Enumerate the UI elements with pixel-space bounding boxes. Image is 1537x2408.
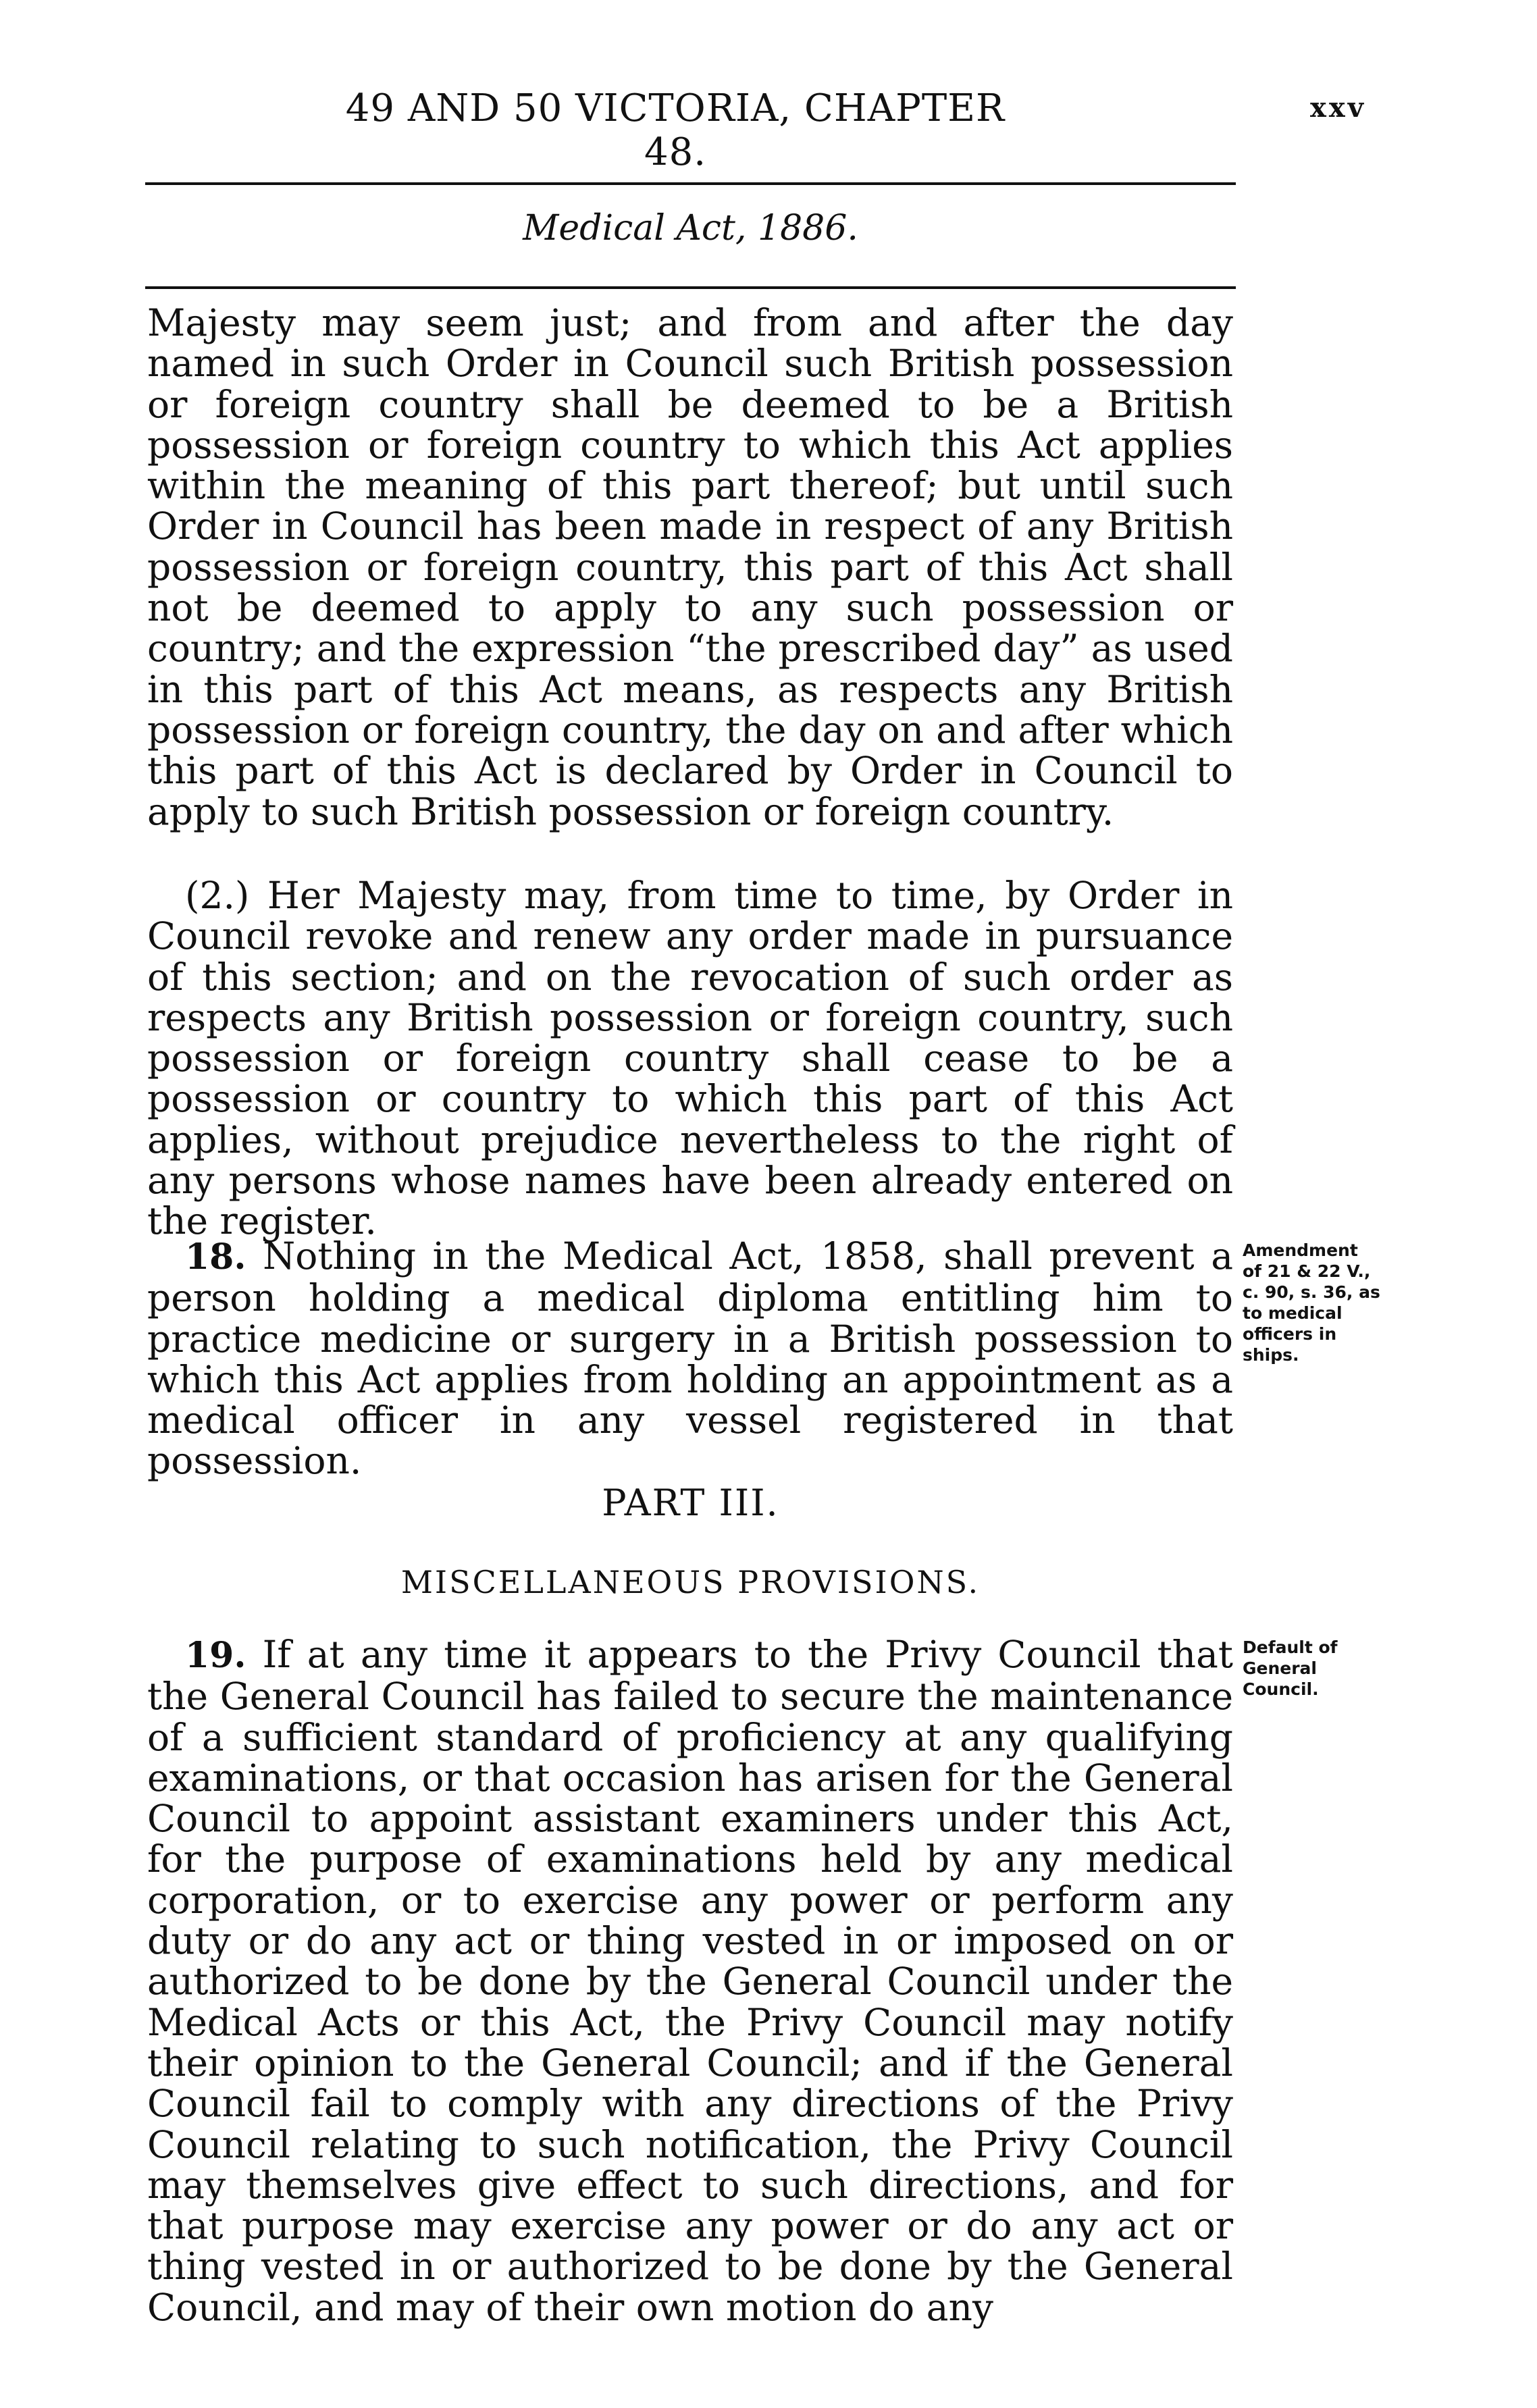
part-subheading: MISCELLANEOUS PROVISIONS. bbox=[400, 1564, 981, 1600]
running-head: 49 AND 50 VICTORIA, CHAPTER 48. bbox=[345, 86, 1006, 174]
section-18-text: Nothing in the Medical Act, 1858, shall prevent a person holding a medical diploma entitling him to practice medicine or surgery in a British possession to which this Act applies from holding an appointment as a medical officer in any vessel registered in that possession. bbox=[147, 1234, 1233, 1483]
section-18-marginal-note: Amendment of 21 & 22 V., c. 90, s. 36, as to medical officers in ships. bbox=[1243, 1240, 1380, 1365]
header-rule-bottom bbox=[145, 286, 1236, 289]
header-rule-top bbox=[145, 182, 1236, 185]
subsection-2-paragraph: (2.) Her Majesty may, from time to time, by Order in Council revoke and renew any order made in pursuance of this section; and on the revocation of such order as respects any British possession or foreign country, such possession or foreign country shall cease to be a possession or country to which this part of this Act applies, without prejudice nevertheless to the right of any persons whose names have been already entered on the register. bbox=[147, 874, 1233, 1243]
section-18-number: 18. bbox=[185, 1236, 246, 1278]
paragraph-continuation: Majesty may seem just; and from and after the day named in such Order in Council such British possession or foreign country shall be deemed to be a British possession or foreign country to which this Act applies within the meaning of this part thereof; but until such Order in Council has been made in respect of any British possession or foreign country, this part of this Act shall not be deemed to apply to any such possession or country; and the expression “the prescribed day” as used in this part of this Act means, as respects any British possession or foreign country, the day on and after which this part of this Act is declared by Order in Council to apply to such British possession or foreign country. bbox=[147, 301, 1233, 833]
page-number: xxv bbox=[1310, 92, 1366, 124]
section-18-paragraph bbox=[147, 1236, 1233, 1482]
section-19-marginal-note: Default of General Council. bbox=[1243, 1638, 1338, 1699]
short-title: Medical Act, 1886. bbox=[523, 208, 858, 248]
section-19-number: 19. bbox=[185, 1635, 246, 1676]
section-19-paragraph bbox=[147, 1634, 1233, 2328]
section-19-text: If at any time it appears to the Privy Council that the General Council has failed to secure the maintenance of a sufficient standard of proficiency at any qualifying examinations, or that occasion has arisen for the General Council to appoint assistant examiners under this Act, for the purpose of examinations held by any medical corporation, or to exercise any power or perform any duty or do any act or thing vested in or imposed on or authorized to be done by the General Council under the Medical Acts or this Act, the Privy Council may notify their opinion to the General Council; and if the General Council fail to comply with any directions of the Privy Council relating to such notification, the Privy Council may themselves give effect to such directions, and for that purpose may exercise any power or do any act or thing vested in or authorized to be done by the General Council, and may of their own motion do any bbox=[147, 1633, 1233, 2329]
part-heading: PART III. bbox=[602, 1482, 779, 1524]
